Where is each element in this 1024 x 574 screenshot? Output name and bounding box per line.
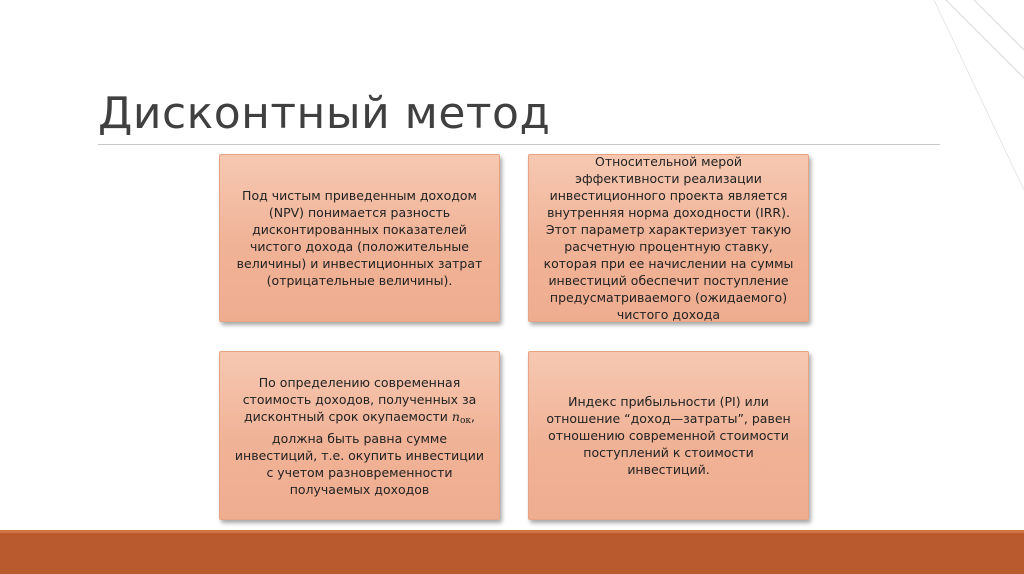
payback-text-after: , должна быть равна сумме инвестиций, т.е. окупить инвестиции с учетом разновременности получаемых доходов: [234, 408, 485, 497]
payback-period-symbol: n: [451, 408, 460, 424]
irr-card-text: Относительной мерой эффективности реализации инвестиционного проекта является внутренняя норма доходности (IRR). Этот параметр характеризует такую расчетную процентную ставку, которая при ее начислении на суммы инвестиций обеспечит поступление предусматриваемого (ожидаемого) чистого дохода: [543, 154, 794, 322]
pi-card: [528, 351, 809, 520]
corner-decoration: [934, 0, 1024, 200]
payback-period-subscript: ок: [459, 415, 471, 426]
irr-card: [528, 154, 809, 322]
npv-card-text: Под чистым приведенным доходом (NPV) понимается разность дисконтированных показателей чистого дохода (положительные величины) и инвестиционных затрат (отрицательные величины).: [236, 188, 483, 288]
title-divider: [98, 144, 940, 145]
slide-title: Дисконтный метод: [98, 88, 551, 139]
payback-card-text: [232, 374, 487, 498]
payback-card: [219, 351, 500, 520]
pi-card-text: Индекс прибыльности (PI) или отношение “доход—затраты”, равен отношению современной стоимости поступлений к стоимости инвестиций.: [546, 394, 791, 477]
npv-card: [219, 154, 500, 322]
footer-band: [0, 530, 1024, 574]
payback-text-before: По определению современная стоимость доходов, полученных за дисконтный срок окупаемости: [242, 374, 477, 424]
